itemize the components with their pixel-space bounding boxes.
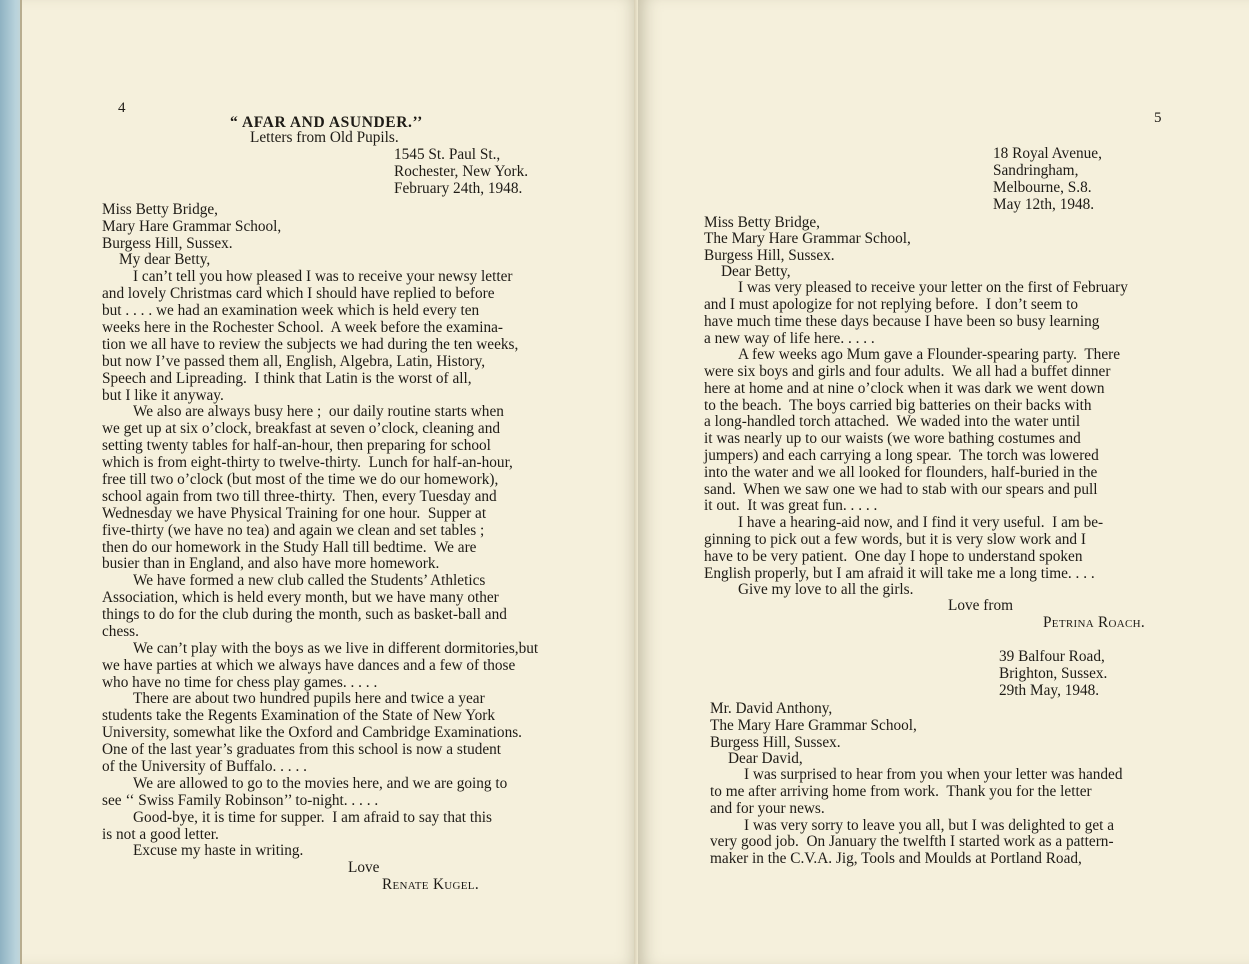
body-line: Good-bye, it is time for supper. I am afraid to say that this	[133, 809, 492, 826]
salutation: My dear Betty,	[119, 251, 211, 268]
body-line: but I like it anyway.	[102, 387, 224, 404]
body-line: but now I’ve passed them all, English, Algebra, Latin, History,	[102, 353, 486, 370]
body-line: it was nearly up to our waists (we wore bathing costumes and	[704, 430, 1081, 447]
body-line: is not a good letter.	[102, 826, 219, 843]
signature: Renate Kugel.	[382, 876, 479, 893]
signature: Petrina Roach.	[1043, 614, 1146, 631]
body-line: setting twenty tables for half-an-hour, then preparing for school	[102, 437, 491, 454]
address-line: May 12th, 1948.	[993, 196, 1095, 213]
body-line: have to be very patient. One day I hope to understand spoken	[704, 548, 1083, 565]
address-line: 29th May, 1948.	[999, 682, 1100, 699]
address-line: Sandringham,	[993, 162, 1079, 179]
address-line: Melbourne, S.8.	[993, 179, 1092, 196]
body-line: here at home and at nine o’clock when it was dark we went down	[704, 380, 1105, 397]
address-line: Burgess Hill, Sussex.	[710, 734, 841, 751]
article-subtitle: Letters from Old Pupils.	[250, 129, 399, 146]
body-line: We have formed a new club called the Students’ Athletics	[133, 572, 486, 589]
body-line: school again from two till three-thirty. Then, every Tuesday and	[102, 488, 497, 505]
body-line: chess.	[102, 623, 139, 640]
body-line: we get up at six o’clock, breakfast at seven o’clock, cleaning and	[102, 420, 500, 437]
body-line: maker in the C.V.A. Jig, Tools and Moulds at Portland Road,	[710, 850, 1082, 867]
address-line: Mr. David Anthony,	[710, 700, 833, 717]
body-line: One of the last year’s graduates from this school is now a student	[102, 741, 502, 758]
closing: Love from	[948, 597, 1013, 614]
body-line: Speech and Lipreading. I think that Latin is the worst of all,	[102, 370, 472, 387]
body-line: I was very sorry to leave you all, but I was delighted to get a	[744, 817, 1114, 834]
body-line: we have parties at which we always have dances and a few of those	[102, 657, 516, 674]
address-line: Miss Betty Bridge,	[704, 214, 821, 231]
address-line: Brighton, Sussex.	[999, 665, 1108, 682]
body-line: five-thirty (we have no tea) and again we clean and set tables ;	[102, 522, 485, 539]
salutation: Dear Betty,	[721, 263, 791, 280]
address-line: 18 Royal Avenue,	[993, 145, 1102, 162]
body-line: There are about two hundred pupils here and twice a year	[133, 690, 485, 707]
address-line: The Mary Hare Grammar School,	[704, 230, 911, 247]
body-line: I can’t tell you how pleased I was to receive your newsy letter	[133, 268, 513, 285]
body-line: Wednesday we have Physical Training for one hour. Supper at	[102, 505, 487, 522]
body-line: University, somewhat like the Oxford and Cambridge Examinations.	[102, 724, 523, 741]
body-line: but . . . . we had an examination week which is held every ten	[102, 302, 480, 319]
body-line: which is from eight-thirty to twelve-thirty. Lunch for half-an-hour,	[102, 454, 513, 471]
body-line: very good job. On January the twelfth I started work as a pattern-	[710, 833, 1114, 850]
body-line: see ‘‘ Swiss Family Robinson’’ to-night. . . . .	[102, 792, 379, 809]
body-line: it out. It was great fun. . . . .	[704, 497, 878, 514]
body-line: to the beach. The boys carried big batteries on their backs with	[704, 397, 1092, 414]
salutation: Dear David,	[728, 750, 803, 767]
body-line: sand. When we saw one we had to stab with our spears and pull	[704, 481, 1098, 498]
address-line: Burgess Hill, Sussex.	[704, 247, 835, 264]
body-line: A few weeks ago Mum gave a Flounder-spearing party. There	[738, 346, 1120, 363]
body-line: We also are always busy here ; our daily routine starts when	[133, 403, 504, 420]
address-line: Burgess Hill, Sussex.	[102, 235, 233, 252]
body-line: of the University of Buffalo. . . . .	[102, 758, 307, 775]
address-line: 39 Balfour Road,	[999, 648, 1105, 665]
page-number: 5	[1154, 110, 1162, 126]
body-line: who have no time for chess play games. . . . .	[102, 674, 378, 691]
page-number: 4	[118, 100, 126, 116]
closing: Love	[348, 859, 380, 876]
body-line: weeks here in the Rochester School. A week before the examina-	[102, 319, 503, 336]
body-line: and I must apologize for not replying before. I don’t seem to	[704, 296, 1078, 313]
address-line: Rochester, New York.	[394, 163, 529, 180]
body-line: free till two o’clock (but most of the time we do our homework),	[102, 471, 499, 488]
body-line: I have a hearing-aid now, and I find it very useful. I am be-	[738, 514, 1104, 531]
body-line: We can’t play with the boys as we live in different dormitories,but	[133, 640, 539, 657]
body-line: We are allowed to go to the movies here, and we are going to	[133, 775, 508, 792]
address-line: Miss Betty Bridge,	[102, 201, 219, 218]
address-line: Mary Hare Grammar School,	[102, 218, 282, 235]
body-line: a new way of life here. . . . .	[704, 330, 875, 347]
body-line: a long-handled torch attached. We waded into the water until	[704, 413, 1081, 430]
address-line: 1545 St. Paul St.,	[394, 146, 501, 163]
body-line: busier than in England, and also have more homework.	[102, 555, 440, 572]
body-line: and lovely Christmas card which I should have replied to before	[102, 285, 495, 302]
article-title: “ AFAR AND ASUNDER.’’	[230, 114, 423, 131]
body-line: students take the Regents Examination of the State of New York	[102, 707, 495, 724]
right-page	[638, 0, 1249, 964]
body-line: to me after arriving home from work. Thank you for the letter	[710, 783, 1092, 800]
body-line: Excuse my haste in writing.	[133, 842, 304, 859]
left-page	[20, 0, 640, 964]
body-line: Give my love to all the girls.	[738, 581, 914, 598]
body-line: into the water and we all looked for flounders, half-buried in the	[704, 464, 1098, 481]
body-line: tion we all have to review the subjects we had during the ten weeks,	[102, 336, 519, 353]
body-line: jumpers) and each carrying a long spear. The torch was lowered	[704, 447, 1099, 464]
body-line: then do our homework in the Study Hall till bedtime. We are	[102, 539, 477, 556]
body-line: I was very pleased to receive your letter on the first of February	[738, 279, 1128, 296]
body-line: ginning to pick out a few words, but it is very slow work and I	[704, 531, 1086, 548]
body-line: English properly, but I am afraid it will take me a long time. . . .	[704, 565, 1095, 582]
body-line: I was surprised to hear from you when your letter was handed	[744, 766, 1123, 783]
body-line: were six boys and girls and four adults. We all had a buffet dinner	[704, 363, 1111, 380]
body-line: and for your news.	[710, 800, 825, 817]
address-line: The Mary Hare Grammar School,	[710, 717, 917, 734]
body-line: have much time these days because I have been so busy learning	[704, 313, 1100, 330]
body-line: Association, which is held every month, but we have many other	[102, 589, 499, 606]
address-line: February 24th, 1948.	[394, 180, 523, 197]
body-line: things to do for the club during the month, such as basket-ball and	[102, 606, 507, 623]
